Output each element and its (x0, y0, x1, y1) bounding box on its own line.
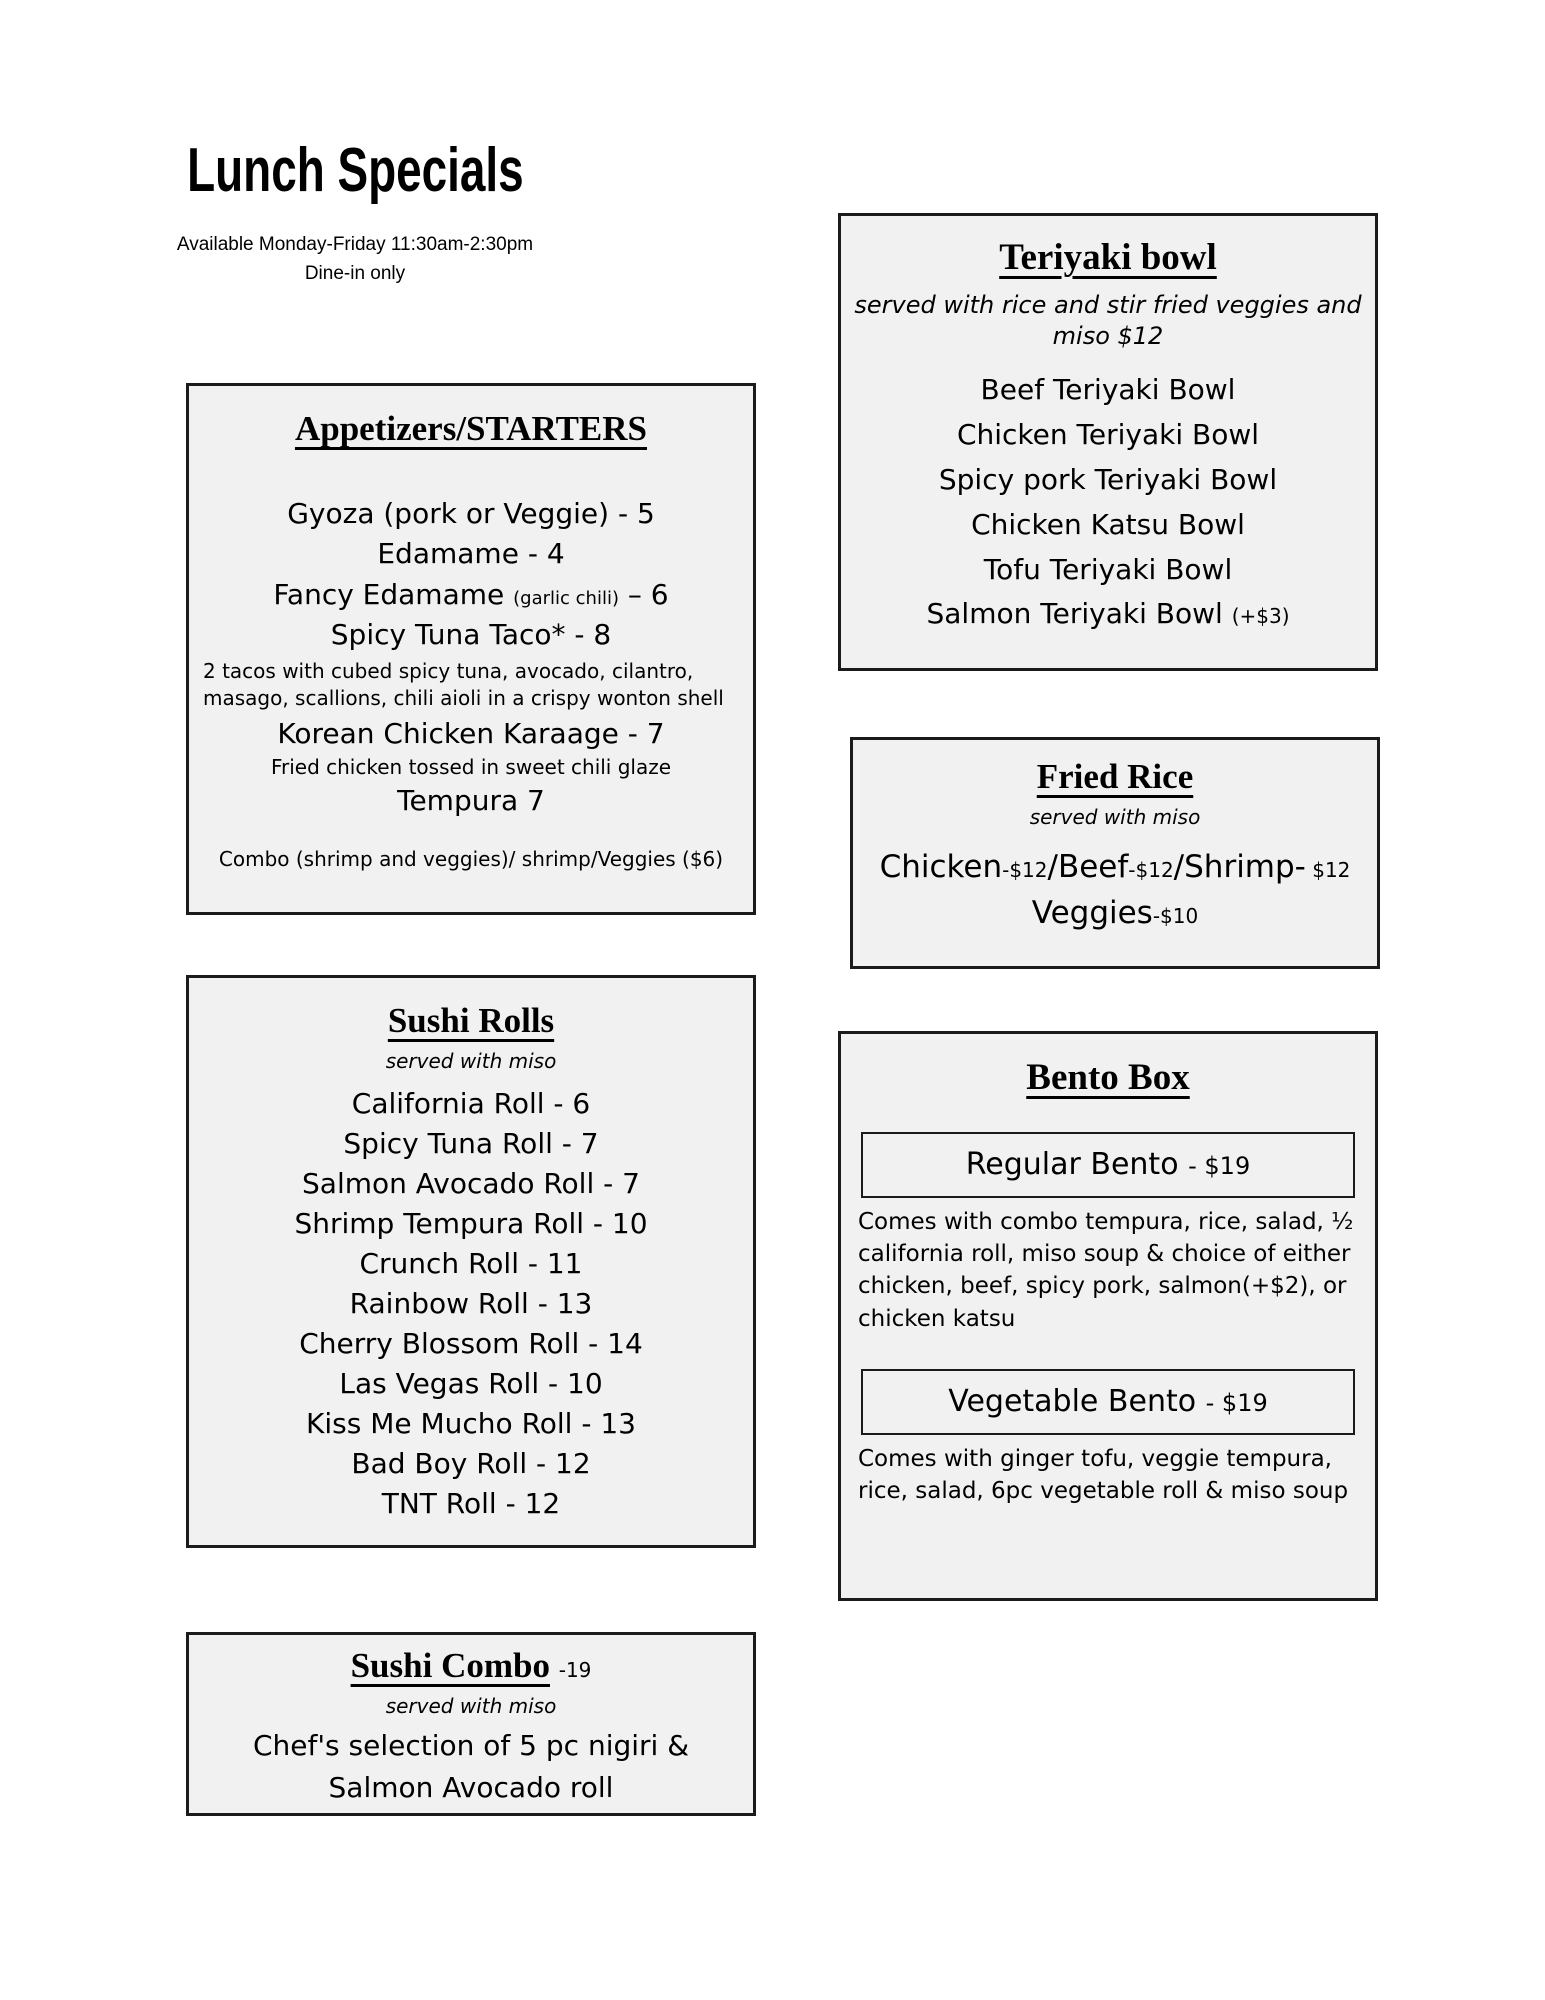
fried-rice-section (850, 737, 1380, 969)
fried-rice-chicken: Chicken (879, 848, 1003, 885)
menu-item-tempura: Tempura 7 (397, 784, 545, 818)
menu-item-kiss-me-mucho-roll: Kiss Me Mucho Roll - 13 (306, 1406, 636, 1440)
bento-box-section (838, 1031, 1378, 1601)
sushi-combo-line2: Salmon Avocado roll (328, 1770, 614, 1804)
menu-item-fancy-edamame: Fancy Edamame (garlic chili) – 6 (273, 577, 669, 611)
menu-item-bad-boy-roll: Bad Boy Roll - 12 (351, 1446, 591, 1480)
bento-title: Bento Box (1026, 1057, 1190, 1098)
availability-text: Available Monday-Friday 11:30am-2:30pm (176, 234, 534, 256)
sushi-combo-subtitle: served with miso (385, 1693, 557, 1718)
vegetable-bento-price: - $19 (1205, 1388, 1268, 1417)
salmon-upcharge-note: (+$3) (1231, 604, 1290, 629)
menu-item-korean-chicken-karaage: Korean Chicken Karaage - 7 (277, 716, 665, 750)
menu-item-las-vegas-roll: Las Vegas Roll - 10 (339, 1366, 603, 1400)
vegetable-bento-box (861, 1369, 1355, 1435)
appetizers-title: Appetizers/STARTERS (294, 409, 648, 448)
tempura-combo-note: Combo (shrimp and veggies)/ shrimp/Veggies ($6) (218, 847, 724, 872)
menu-item-edamame: Edamame - 4 (377, 537, 565, 571)
fried-rice-items (853, 844, 1377, 937)
teriyaki-items (841, 368, 1375, 637)
regular-bento-box (861, 1132, 1355, 1198)
menu-item-spicy-pork-teriyaki-bowl: Spicy pork Teriyaki Bowl (938, 463, 1278, 497)
fried-rice-veggies-line: Veggies-$10 (1031, 895, 1199, 931)
sushi-combo-description (189, 1725, 753, 1809)
regular-bento-price: - $19 (1188, 1152, 1251, 1181)
menu-item-california-roll: California Roll - 6 (351, 1086, 591, 1120)
menu-item-spicy-tuna-roll: Spicy Tuna Roll - 7 (343, 1126, 599, 1160)
menu-item-beef-teriyaki-bowl: Beef Teriyaki Bowl (980, 373, 1236, 407)
teriyaki-subtitle: served with rice and stir fried veggies and miso $12 (854, 291, 1362, 351)
fried-rice-beef: Beef (1057, 848, 1129, 885)
sushi-combo-price: -19 (558, 1658, 592, 1682)
spicy-tuna-taco-description: 2 tacos with cubed spicy tuna, avocado, cilantro, masago, scallions, chili aioli in a crispy wonton shell (203, 658, 724, 710)
teriyaki-bowl-section (838, 213, 1378, 671)
page-title: Lunch Specials (186, 136, 524, 205)
fried-rice-protein-line: Chicken-$12/Beef-$12/Shrimp- $12 (879, 848, 1351, 885)
sushi-rolls-section (186, 975, 756, 1548)
slash-separator: / (1047, 848, 1058, 885)
fried-rice-title: Fried Rice (1036, 757, 1194, 796)
menu-item-cherry-blossom-roll: Cherry Blossom Roll - 14 (299, 1326, 643, 1360)
vegetable-bento-name: Vegetable Bento (948, 1383, 1197, 1419)
menu-item-chicken-katsu-bowl: Chicken Katsu Bowl (971, 507, 1245, 541)
dine-in-text: Dine-in only (304, 262, 406, 284)
availability-block (105, 231, 605, 288)
menu-header (105, 138, 605, 288)
slash-separator: / (1173, 848, 1185, 885)
menu-item-spicy-tuna-taco: Spicy Tuna Taco* - 8 (330, 618, 612, 652)
appetizers-items (189, 494, 753, 874)
sushi-combo-title: Sushi Combo -19 (350, 1646, 592, 1685)
menu-item-tnt-roll: TNT Roll - 12 (381, 1486, 561, 1520)
appetizers-section (186, 383, 756, 915)
teriyaki-title: Teriyaki bowl (999, 237, 1217, 278)
sushi-combo-line1: Chef's selection of 5 pc nigiri & (252, 1728, 690, 1762)
karaage-description: Fried chicken tossed in sweet chili glaze (270, 755, 672, 780)
menu-item-salmon-avocado-roll: Salmon Avocado Roll - 7 (302, 1166, 640, 1200)
menu-item-salmon-teriyaki-bowl: Salmon Teriyaki Bowl (+$3) (926, 597, 1290, 631)
garlic-chili-note: (garlic chili) (513, 587, 619, 609)
fried-rice-shrimp: Shrimp- (1184, 848, 1306, 885)
menu-item-shrimp-tempura-roll: Shrimp Tempura Roll - 10 (294, 1206, 648, 1240)
menu-item-chicken-teriyaki-bowl: Chicken Teriyaki Bowl (956, 418, 1260, 452)
sushi-rolls-title: Sushi Rolls (387, 1001, 555, 1040)
menu-item-rainbow-roll: Rainbow Roll - 13 (349, 1286, 593, 1320)
sushi-rolls-items (189, 1084, 753, 1524)
regular-bento-name: Regular Bento (965, 1147, 1179, 1183)
menu-item-crunch-roll: Crunch Roll - 11 (359, 1246, 583, 1280)
menu-item-gyoza: Gyoza (pork or Veggie) - 5 (287, 496, 655, 530)
menu-item-tofu-teriyaki-bowl: Tofu Teriyaki Bowl (983, 552, 1233, 586)
sushi-rolls-subtitle: served with miso (385, 1048, 557, 1073)
sushi-combo-section (186, 1632, 756, 1816)
vegetable-bento-description: Comes with ginger tofu, veggie tempura, rice, salad, 6pc vegetable roll & miso soup (858, 1445, 1349, 1505)
fried-rice-subtitle: served with miso (1029, 804, 1201, 829)
regular-bento-description: Comes with combo tempura, rice, salad, ½ california roll, miso soup & choice of either chicken, beef, spicy pork, salmon(+$2), or chicken katsu (858, 1209, 1354, 1332)
fried-rice-veggies: Veggies (1031, 895, 1153, 931)
